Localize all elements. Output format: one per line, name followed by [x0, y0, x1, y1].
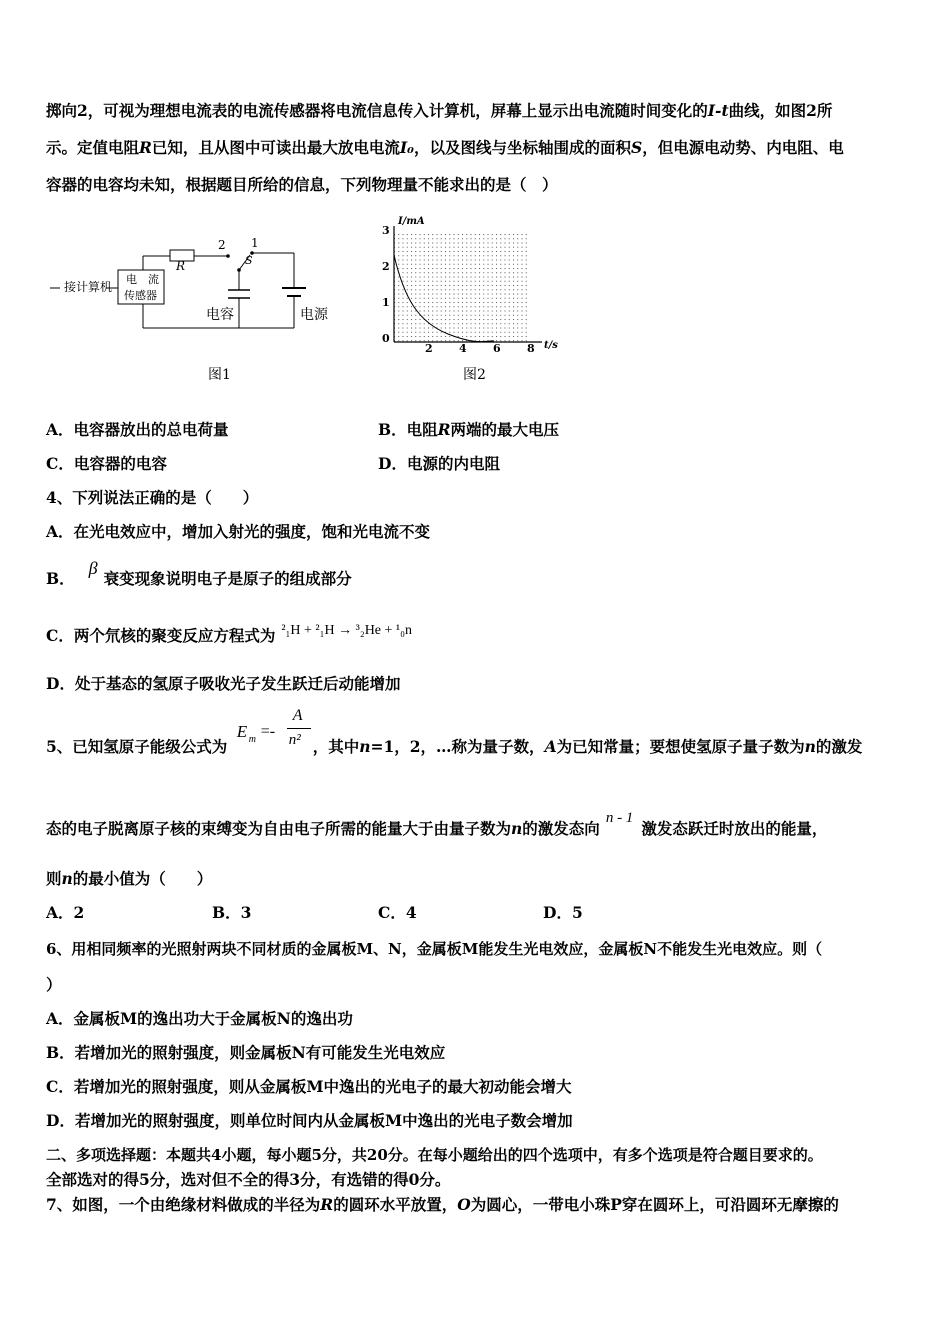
formula-sub: m [248, 734, 256, 745]
q5-text: 的激发 [815, 737, 863, 756]
q3-text: 曲线，如图2所 [728, 101, 833, 120]
q6-stem-end: ） [46, 975, 62, 994]
q4-stem: 4、下列说法正确的是（ ） [46, 488, 259, 507]
sensor-label-line2: 传感器 [124, 289, 157, 302]
circuit-figure [46, 232, 346, 342]
q5-stem-line-1 [46, 707, 863, 757]
q5-text: 则 [46, 869, 62, 888]
a-var: A [544, 737, 557, 756]
center-var: O [457, 1195, 471, 1214]
n-var: n [359, 737, 371, 756]
x-tick-8: 8 [527, 342, 535, 355]
q5-text: 为已知常量；要想使氢原子量子数为 [556, 737, 805, 756]
contact-1-label: 1 [251, 236, 259, 250]
q5-option-d: D．5 [543, 903, 583, 922]
n-var: n [61, 869, 73, 888]
option-b-var: R [437, 420, 451, 439]
x-tick-4: 4 [459, 342, 467, 355]
y-tick-1: 1 [382, 296, 390, 309]
q4-option-a: A．在光电效应中，增加入射光的强度，饱和光电流不变 [46, 522, 431, 541]
radius-var: R [320, 1195, 334, 1214]
q5-text: ，其中 [312, 737, 360, 756]
q3-text: 掷向2，可视为理想电流表的电流传感器将电流信息传入计算机，屏幕上显示出电流随时间变化的 [46, 101, 708, 120]
n-var: n [804, 737, 816, 756]
area-var: S [630, 138, 643, 157]
formula-e: E [236, 722, 248, 741]
n-minus-1-formula: n - 1 [605, 810, 634, 826]
computer-label: 接计算机 [64, 280, 113, 294]
formula-numerator: A [292, 707, 303, 724]
section-2-instructions: 二、多项选择题：本题共4小题，每小题5分，共20分。在每小题给出的四个选项中，有多个选项是符合题目要求的。 [46, 1146, 823, 1164]
q5-text: 的激发态向 [522, 819, 600, 838]
q3-text: 容器的电容均未知，根据题目所给的信息，下列物理量不能求出的是（ ） [46, 175, 558, 194]
q5-text: 态的电子脱离原子核的束缚变为自由电子所需的能量大于由量子数为 [46, 819, 512, 838]
q5-text: 激发态跃迁时放出的能量， [641, 819, 828, 838]
option-b-text: 衰变现象说明电子是原子的组成部分 [103, 569, 352, 588]
option-b-label: B． [46, 569, 75, 588]
q3-line-3 [46, 175, 558, 195]
q5-text: 5、已知氢原子能级公式为 [46, 737, 228, 756]
current-var: I₀ [399, 138, 414, 157]
q6-option-c: C．若增加光的照射强度，则从金属板M中逸出的光电子的最大初动能会增大 [46, 1077, 572, 1096]
contact-2-label: 2 [218, 238, 226, 252]
q3-line-2 [46, 138, 844, 158]
q4-option-c [46, 623, 412, 648]
resistor-var: R [139, 138, 152, 157]
n-var: n [511, 819, 523, 838]
q3-text: 已知，且从图中可读出最大放电电流 [151, 138, 400, 157]
it-graph [378, 218, 564, 358]
q6-stem: 6、用相同频率的光照射两块不同材质的金属板M、N，金属板M能发生光电效应，金属板N不能发生光电效应。则（ [46, 940, 823, 958]
q4-option-d: D．处于基态的氢原子吸收光子发生跃迁后动能增加 [46, 674, 401, 693]
it-curve-var: I-t [707, 101, 729, 120]
beta-symbol: β [88, 558, 98, 578]
figure-1-caption: 图1 [208, 367, 231, 383]
section-2-scoring: 全部选对的得5分，选对但不全的得3分，有选错的得0分。 [46, 1170, 451, 1189]
q7-text: 7、如图，一个由绝缘材料做成的半径为 [46, 1195, 321, 1214]
y-tick-3: 3 [382, 224, 390, 237]
q6-option-a: A．金属板M的逸出功大于金属板N的逸出功 [46, 1009, 353, 1028]
y-tick-0: 0 [382, 332, 390, 345]
option-c-text: C．两个氘核的聚变反应方程式为 [46, 626, 276, 645]
y-tick-2: 2 [382, 260, 390, 273]
q3-text: ，以及图线与坐标轴围成的面积 [413, 138, 631, 157]
q7-stem [46, 1195, 839, 1215]
q5-option-c: C．4 [378, 903, 417, 922]
it-graph-figure [378, 218, 564, 358]
q3-option-d: D．电源的内电阻 [378, 454, 500, 473]
q3-text: ，但电源电动势、内电阻、电 [642, 138, 844, 157]
q5-stem-line-2 [46, 810, 828, 840]
q5-option-a: A．2 [46, 903, 85, 922]
y-axis-label: I/mA [398, 216, 425, 227]
q3-line-1 [46, 101, 832, 121]
x-tick-2: 2 [425, 342, 433, 355]
source-label: 电源 [300, 307, 328, 323]
q4-option-b [46, 558, 352, 589]
q7-text: 的圆环水平放置， [333, 1195, 458, 1214]
contact-2-dot [226, 254, 230, 258]
option-b-text: 两端的最大电压 [450, 420, 560, 439]
fusion-equation: ²₁H + ²₁H → ³₂He + ¹₀n [281, 623, 412, 638]
formula-denominator: n² [288, 732, 301, 748]
q7-text: 为圆心，一带电小珠P穿在圆环上，可沿圆环无摩擦的 [470, 1195, 839, 1214]
q6-option-d: D．若增加光的照射强度，则单位时间内从金属板M中逸出的光电子数会增加 [46, 1111, 573, 1130]
switch-label: S [245, 254, 253, 267]
q5-option-b: B．3 [212, 903, 252, 922]
q3-text: 示。定值电阻 [46, 138, 140, 157]
figure-2-caption: 图2 [463, 367, 486, 383]
capacitor-label: 电容 [206, 307, 234, 323]
formula-eq: =- [260, 723, 276, 740]
q6-option-b: B．若增加光的照射强度，则金属板N有可能发生光电效应 [46, 1043, 446, 1062]
x-axis-label: t/s [544, 340, 558, 351]
q5-text: 的最小值为（ ） [72, 869, 213, 888]
graph-grid [394, 234, 530, 342]
q5-stem-line-3 [46, 869, 212, 889]
q3-option-c: C．电容器的电容 [46, 454, 167, 473]
sensor-label-line1: 电 流 [126, 273, 159, 286]
q3-option-b [378, 420, 559, 440]
q5-text: =1，2，…称为量子数， [370, 737, 545, 756]
q3-option-a: A．电容器放出的总电荷量 [46, 420, 229, 439]
option-b-text: B．电阻 [378, 420, 438, 439]
x-tick-6: 6 [493, 342, 501, 355]
resistor-label: R [176, 259, 186, 273]
energy-level-formula [235, 707, 313, 752]
fraction-bar [287, 728, 311, 729]
